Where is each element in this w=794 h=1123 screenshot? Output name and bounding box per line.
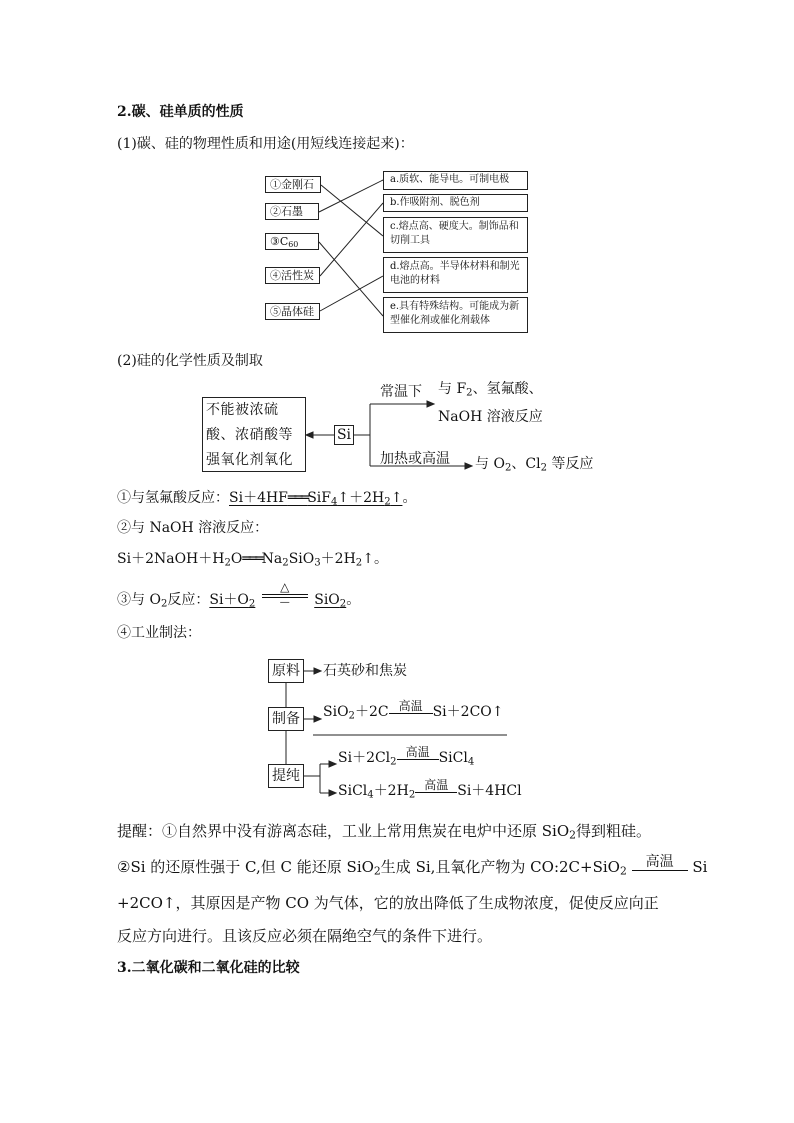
si-bottom-reaction: 与 $O_2$、$Cl_2$ 等反应 xyxy=(475,456,594,474)
purification-equation-1: $Si+2Cl_2$ 高温 SiCl$_4$ xyxy=(338,744,475,768)
right-item-c: c.熔点高、硬度大。制饰品和切削工具 xyxy=(383,217,528,253)
left-item-graphite: ②石墨 xyxy=(265,203,319,220)
right-item-d: d.熔点高。半导体材料和制光电池的材料 xyxy=(383,257,528,293)
right-item-a: a.质软、能导电。可制电极 xyxy=(383,171,528,190)
note-line-1: 提醒：①自然界中没有游离态硅，工业上常用焦炭在电炉中还原 SiO$_2$得到粗硅。 xyxy=(117,822,652,842)
reaction-2-label: ②与 NaOH 溶液反应： xyxy=(117,520,269,536)
box-raw-material: 原料 xyxy=(268,659,304,683)
part-2-title: (2)硅的化学性质及制取 xyxy=(117,353,263,369)
reaction-4-title: ④工业制法： xyxy=(117,625,201,641)
left-item-crystalline-silicon: ⑤晶体硅 xyxy=(265,303,320,320)
preparation-equation: SiO$_2$＋2C 高温 Si＋2CO↑ xyxy=(323,698,504,722)
note-line-2: ②Si 的还原性强于 C,但 C 能还原 SiO$_2$生成 Si,且氧化产物为 CO:2C+SiO$_2$ 高温 Si xyxy=(117,853,708,878)
note-line-4: 反应方向进行。且该反应必须在隔绝空气的条件下进行。 xyxy=(117,927,493,945)
left-item-diamond: ①金刚石 xyxy=(265,176,321,193)
heat-condition: △ xyxy=(280,580,290,594)
section-3-title: 3.二氧化碳和二氧化硅的比较 xyxy=(117,960,300,976)
box-purification: 提纯 xyxy=(268,764,304,788)
part-1-title: (1)碳、硅的物理性质和用途(用短线连接起来)： xyxy=(117,136,414,152)
right-item-b: b.作吸附剂、脱色剂 xyxy=(383,194,528,212)
si-bottom-label: 加热或高温 xyxy=(380,451,450,467)
reaction-1: ①与氢氟酸反应：$Si+4HF═══SiF_4↑+2H_2↑$。 xyxy=(117,490,417,508)
left-item-activated-carbon: ④活性炭 xyxy=(265,267,320,284)
note-line-3: +2CO↑，其原因是产物 CO 为气体，它的放出降低了生成物浓度，促使反应向正 xyxy=(117,894,659,912)
reaction-2-equation: $Si+2NaOH+H_2O═══Na_2SiO_3+2H_2↑$。 xyxy=(117,551,388,569)
si-top-reaction-2: NaOH 溶液反应 xyxy=(438,409,543,425)
left-item-c60: $③C_{60}$ xyxy=(265,233,319,250)
si-top-label: 常温下 xyxy=(380,384,422,400)
box-preparation: 制备 xyxy=(268,707,304,731)
si-property-box: 不能被浓硫酸、浓硝酸等强氧化剂氧化 xyxy=(202,397,306,472)
raw-material-text: 石英砂和焦炭 xyxy=(323,663,407,679)
purification-equation-2: $SiCl_4+2H_2$ 高温 Si＋4HCl xyxy=(338,777,522,801)
section-2-title: 2.碳、硅单质的性质 xyxy=(117,104,244,120)
right-item-e: e.具有特殊结构。可能成为新型催化剂或催化剂载体 xyxy=(383,297,528,333)
si-top-reaction-1: 与 $F_2$、氢氟酸、 xyxy=(438,381,543,399)
reaction-3: ③与 $O_2$反应：$Si+O_2$ △ — SiO$_2$。 xyxy=(117,580,361,610)
si-center-box: Si xyxy=(334,425,354,445)
